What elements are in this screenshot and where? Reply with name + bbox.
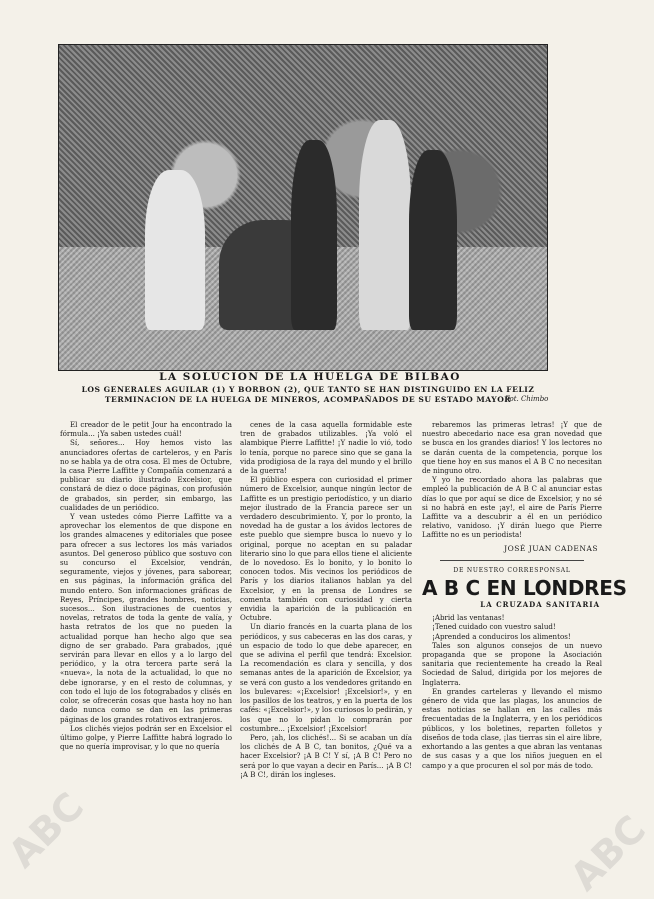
paragraph: Y vean ustedes cómo Pierre Laffitte va a aprovechar los elementos de que dispone en los grandes almacenes y editoriales que posee para ofrecer a sus lectores los más variados asuntos. Del generoso público que sostuvo con su concurso el Excelsior, vendrán, seguramente, viejos y jóvenes, para saborear, en sus páginas, la información gráfica del mundo entero. Son informaciones gráficas de Reyes, Príncipes, grandes hombres, noticias, sucesos... Son ilustraciones de cuentos y novelas, retratos de toda la gente de valía, y hasta retratos de los que no pueden la actualidad porque han hecho algo que sea digno de ser grabado. Para grabados, ¡qué servirán para llevar en ellos y a lo largo del periódico, y la otra tercera parte será la «nueva», la nota de la actualidad, lo que no debe ignorarse, y en el resto de columnas, y con todo el lujo de los fotograbados y clisés en color, se ofrecerán cosas que hasta hoy no han dado nunca como se dan en las primeras páginas de los grandes rotativos extranjeros. — [60, 512, 232, 724]
paragraph: ¡Tened cuidado con vuestro salud! — [432, 622, 556, 632]
paragraph: En grandes carteleras y llevando el mismo género de vida que las plagas, los anuncios de estas noticias se hallan en las calles más frecuentadas de la Inglaterra, y en los periódicos públicos, y los boletines, reparten folletos y diseños de toda clase, ¡las tierras sin el aire libre, exhortando a las gentes a que abran las ventanas de sus casas y a que los niños jueguen en el campo y a que procuren el sol por más de todo. — [422, 686, 602, 770]
paragraph: Los clichés viejos podrán ser en Excelsior el último golpe, y Pierre Laffitte habrá logrado lo que no quería improvisar, y lo que no quería — [60, 723, 232, 752]
correspondent-label: DE NUESTRO CORRESPONSAL — [453, 566, 571, 574]
watermark-logo: ABC — [0, 784, 93, 877]
paragraph: El creador de le petit Jour ha encontrado la fórmula... ¡Ya saben ustedes cuál! — [60, 420, 232, 439]
paragraph: Y yo he recordado ahora las palabras que empleó la publicación de A B C al anunciar estas días lo que por aquí se dice de Excelsior, y no sé si no habrá en este ¡ay!, el aire de París Pierre Laffitte va a descubrir a él en un periódico relativo, vanidoso. ¡Y dirán luego que Pierre Laffitte no es un periodista! — [422, 475, 602, 540]
photo-credit: Fot. Chimbo — [505, 395, 549, 403]
article-subheadline: LA CRUZADA SANITARIA — [480, 600, 600, 610]
photo-figure-soldier — [409, 150, 457, 330]
article-column-2 — [240, 420, 412, 779]
paragraph: rebaremos las primeras letras! ¡Y que de nuestro abecedario nace esa gran novedad que se busca en los grandes diarios! Y los lectores no se darán cuenta de la competencia, porque los que tiene hoy en sus manos el A B C no necesitan de ninguno otro. — [422, 420, 602, 476]
paragraph: Sí, señores... Hoy hemos visto las anunciadores ofertas de carteleros, y en París no se habla ya de otra cosa. El mes de Octubre, la casa Pierre Laffitte y Compañía comenzará a publicar su diario ilustrado Excelsior, que constará de diez o doce páginas, con profusión de grabados, sin perder, sin embargo, las cualidades de un periódico. — [60, 438, 232, 512]
paragraph: El público espera con curiosidad el primer número de Excelsior, aunque ningún lector de Laffitte es un prestigio periodístico, y un diario mejor ilustrado de la Francia parece ser un verdadero descubrimiento. Y, por lo pronto, la novedad ha de gustar a los ávidos lectores de este pueblo que siempre busca lo nuevo y lo original, porque no aceptan en su paladar literario sino lo que para ellos tiene el aliciente de lo novedoso. Es lo bonito, y lo bonito lo conocen todos. Mis vecinos los periódicos de París y los diarios italianos hablan ya del Excelsior, y en la prensa de Londres se comenta también con curiosidad y cierta envidia la aparición de la publicación en Octubre. — [240, 475, 412, 623]
watermark-logo: ABC — [562, 807, 654, 899]
photo-figure-general-2 — [359, 120, 411, 330]
paragraph: ¡Aprended a conduciros los alimentos! — [432, 631, 571, 641]
paragraph: ¡Abrid las ventanas! — [432, 613, 505, 623]
article-column-3 — [422, 420, 627, 770]
section-divider — [440, 560, 584, 561]
paragraph: Tales son algunos consejos de un nuevo propaganda que se propone la Asociación sanitaria que recientemente ha creado la Real Sociedad de Salud, dirigida por los mejores de Inglaterra. — [422, 640, 602, 687]
caption-title: LA SOLUCION DE LA HUELGA DE BILBAO — [159, 371, 461, 383]
photo-figure-officer — [291, 140, 337, 330]
caption-subtitle: LOS GENERALES AGUILAR (1) Y BORBON (2), QUE TANTO SE HAN DISTINGUIDO EN LA FELIZ TERMINACION DE LA HUELGA DE MINEROS, ACOMPAÑADOS DE SU ESTADO MAYOR — [81, 385, 535, 404]
paragraph: Pero, ¡ah, los clichés!... Si se acaban un día los clichés de A B C, tan bonitos, ¿Qué va a hacer Excelsior? ¡A B C! Y sí, ¡A B C! Pero no será por lo que vayan a decir en París... ¡A B C! ¡A B C!, dirán los ingleses. — [240, 732, 412, 779]
photo-figure-general-1 — [145, 170, 205, 330]
paragraph: Un diario francés en la cuarta plana de los periódicos, y sus cabeceras en las dos caras, y un espacio de todo lo que debe aparecer, en que se adivina el perfil que tendrá: Excelsior. La recomendación es clara y sencilla, y dos semanas antes de la aparición de Excelsior, ya se verá con gusto a los vendedores gritando en los bulevares: «¡Excelsior! ¡Excelsior!», y en los pasillos de los teatros, y en la puerta de los cafés: «¡Excelsior!», y los curiosos lo pedirán, y los que no lo pidan lo comprarán por costumbre... ¡Excelsior! ¡Excelsior! — [240, 622, 412, 733]
paragraph: cenes de la casa aquella formidable este tren de grabados utilizables. ¡Ya voló el alambique Pierre Laffitte! ¡Y nadie lo vió, todo lo tenía, porque no parece sino que se gana la vida prodigiosa de la raya del mundo y el brillo de la guerra! — [240, 420, 412, 476]
article-column-1 — [60, 420, 232, 751]
author-signature: JOSÉ JUAN CADENAS — [504, 543, 598, 553]
news-photograph — [58, 44, 548, 371]
article-headline: A B C EN LONDRES — [422, 576, 627, 601]
